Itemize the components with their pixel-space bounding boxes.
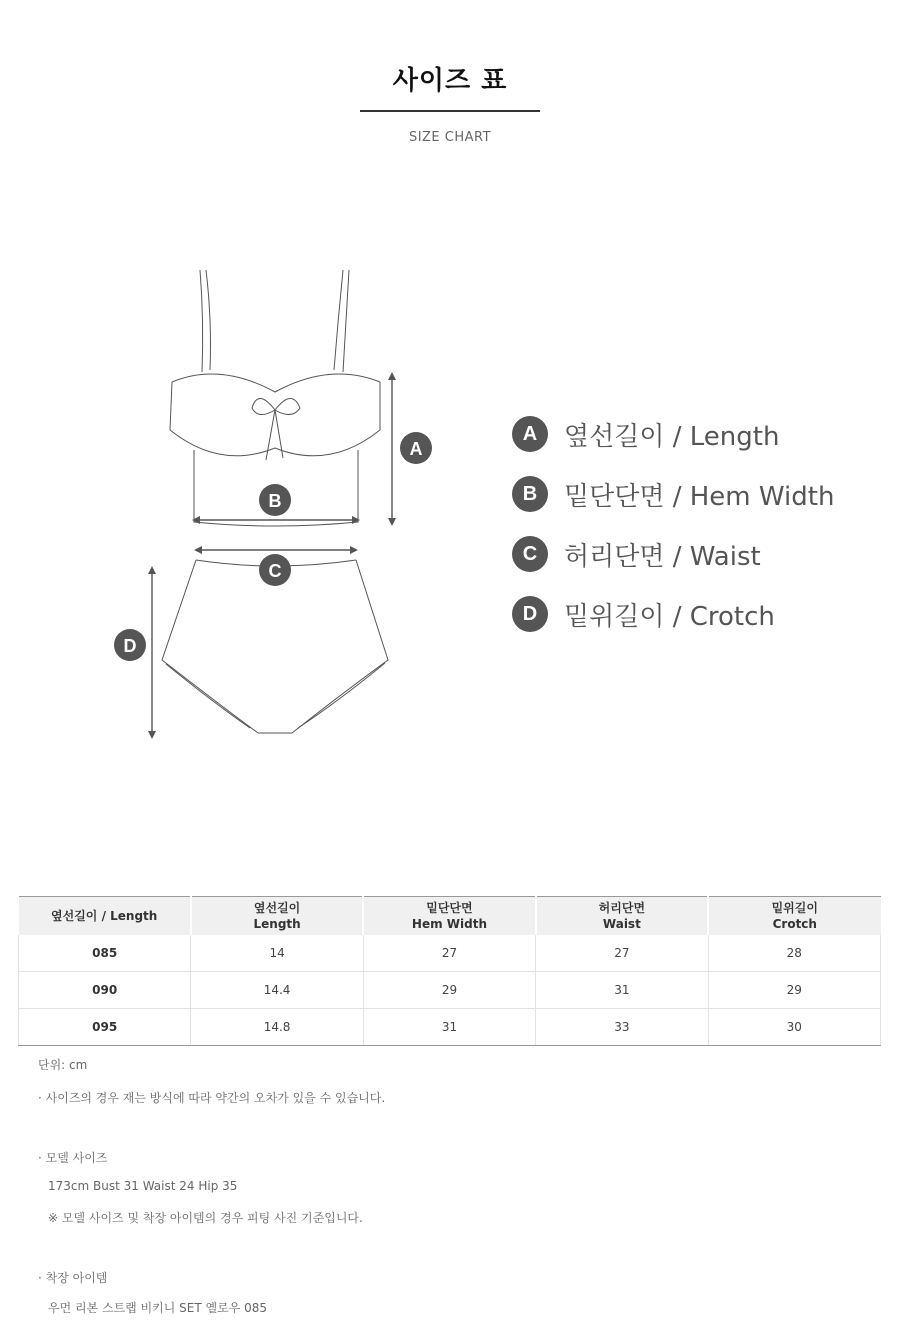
legend-item-waist: [512, 532, 834, 576]
page-subtitle: SIZE CHART: [408, 130, 492, 145]
table-cell: 14.4: [191, 972, 363, 1009]
svg-text:B: B: [268, 491, 282, 511]
table-cell: 31: [363, 1009, 535, 1046]
legend-item-length: [512, 412, 834, 456]
legend-item-crotch: [512, 592, 834, 636]
svg-text:A: A: [409, 439, 423, 459]
table-cell-size: 095: [19, 1009, 191, 1046]
table-cell: 29: [363, 972, 535, 1009]
table-cell: 31: [536, 972, 708, 1009]
measurement-legend: [512, 412, 834, 652]
table-cell: 14: [191, 935, 363, 972]
unit-note: 단위: cm: [38, 1058, 88, 1072]
table-header-cell: 옆선길이 Length: [191, 897, 363, 935]
table-header-cell: 옆선길이 / Length: [19, 897, 191, 935]
size-table: [18, 896, 881, 1046]
table-cell: 30: [708, 1009, 880, 1046]
diagram-badge-c: [259, 554, 291, 586]
table-cell-size: 090: [19, 972, 191, 1009]
table-cell: 27: [363, 935, 535, 972]
table-header-row: [19, 897, 881, 935]
table-header-cell: 허리단면 Waist: [536, 897, 708, 935]
legend-label: 밑위길이 / Crotch: [564, 601, 775, 632]
model-size-note: ※ 모델 사이즈 및 착장 아이템의 경우 피팅 사진 기준입니다.: [48, 1211, 363, 1225]
diagram-badge-a: [400, 432, 432, 464]
bikini-diagram: [100, 255, 423, 755]
table-row: [19, 935, 881, 972]
title-divider: [360, 110, 540, 112]
table-header-cell: 밑위길이 Crotch: [708, 897, 880, 935]
diagram-badge-d: [114, 629, 146, 661]
table-row: [19, 1009, 881, 1046]
legend-badge: A: [512, 416, 548, 452]
legend-label: 밑단단면 / Hem Width: [564, 481, 835, 512]
table-cell-size: 085: [19, 935, 191, 972]
model-size-heading: · 모델 사이즈: [38, 1151, 108, 1165]
diagram-badge-b: [259, 484, 291, 516]
table-cell: 27: [536, 935, 708, 972]
worn-item-heading: · 착장 아이템: [38, 1271, 108, 1285]
legend-badge: B: [512, 476, 548, 512]
disclaimer-note: · 사이즈의 경우 재는 방식에 따라 약간의 오차가 있을 수 있습니다.: [38, 1091, 386, 1105]
table-cell: 14.8: [191, 1009, 363, 1046]
svg-text:D: D: [123, 636, 137, 656]
page-title: 사이즈 표: [392, 66, 508, 96]
table-header-cell: 밑단단면 Hem Width: [363, 897, 535, 935]
legend-badge: D: [512, 596, 548, 632]
svg-text:C: C: [268, 561, 282, 581]
worn-item-name: 우먼 리본 스트랩 비키니 SET 옐로우 085: [48, 1301, 268, 1315]
table-cell: 28: [708, 935, 880, 972]
legend-badge: C: [512, 536, 548, 572]
table-cell: 33: [536, 1009, 708, 1046]
legend-item-hem-width: [512, 472, 834, 516]
legend-label: 허리단면 / Waist: [564, 541, 761, 572]
table-cell: 29: [708, 972, 880, 1009]
model-size-text: 173cm Bust 31 Waist 24 Hip 35: [48, 1179, 238, 1193]
table-row: [19, 972, 881, 1009]
legend-label: 옆선길이 / Length: [564, 421, 780, 452]
